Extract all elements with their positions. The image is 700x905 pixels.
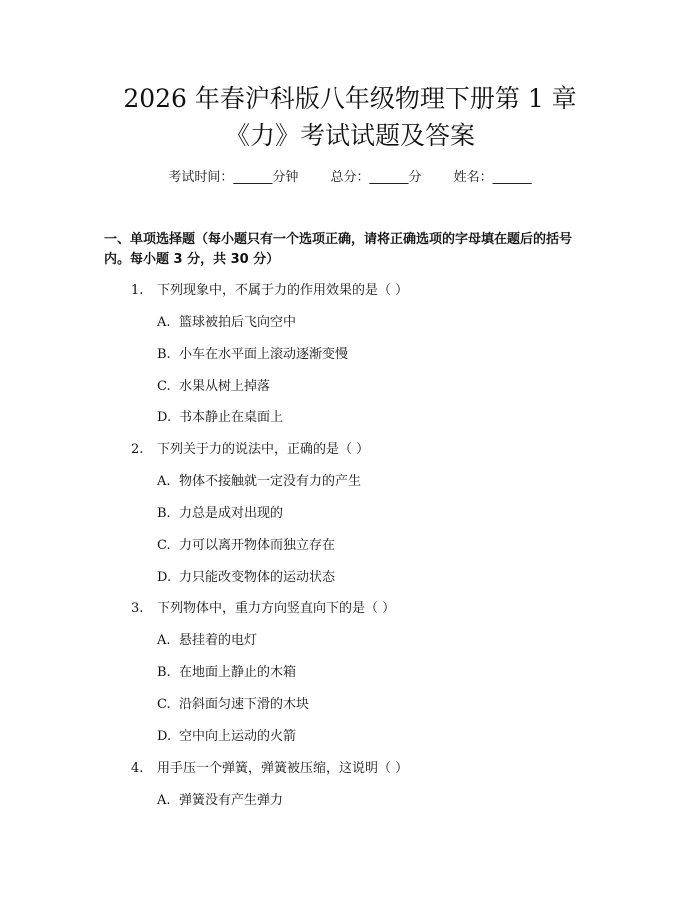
option-letter: C. bbox=[157, 538, 171, 553]
option-text: 篮球被拍后飞向空中 bbox=[179, 315, 297, 330]
option-text: 力只能改变物体的运动状态 bbox=[179, 570, 336, 585]
question-text: 下列现象中，不属于力的作用效果的是（ ） bbox=[157, 283, 409, 298]
question-3-option-d bbox=[157, 728, 296, 746]
option-letter: D. bbox=[157, 729, 172, 744]
question-4 bbox=[131, 760, 408, 778]
question-number: 1. bbox=[131, 283, 144, 298]
question-text: 下列关于力的说法中，正确的是（ ） bbox=[157, 442, 370, 457]
exam-time-field: 考试时间：______分钟 bbox=[168, 170, 299, 185]
option-letter: B. bbox=[157, 347, 171, 362]
question-2-option-c bbox=[157, 537, 335, 555]
question-number: 3. bbox=[131, 601, 144, 616]
question-text: 下列物体中，重力方向竖直向下的是（ ） bbox=[157, 601, 396, 616]
question-2-option-b bbox=[157, 505, 283, 523]
option-text: 悬挂着的电灯 bbox=[179, 633, 258, 648]
option-text: 弹簧没有产生弹力 bbox=[179, 793, 284, 808]
question-number: 2. bbox=[131, 442, 144, 457]
option-letter: B. bbox=[157, 506, 171, 521]
question-text: 用手压一个弹簧，弹簧被压缩，这说明（ ） bbox=[157, 761, 409, 776]
section-heading: 一、单项选择题（每小题只有一个选项正确，请将正确选项的字母填在题后的括号内。每小题 3 分，共 30 分） bbox=[104, 232, 573, 267]
question-3 bbox=[131, 600, 395, 618]
option-letter: A. bbox=[157, 315, 171, 330]
option-letter: A. bbox=[157, 793, 171, 808]
question-2-option-d bbox=[157, 569, 335, 587]
question-3-option-a bbox=[157, 632, 257, 650]
question-2 bbox=[131, 441, 369, 459]
student-name-field: 姓名：______ bbox=[453, 170, 532, 185]
option-text: 空中向上运动的火箭 bbox=[179, 729, 297, 744]
option-letter: D. bbox=[157, 410, 172, 425]
option-letter: A. bbox=[157, 633, 171, 648]
question-4-option-a bbox=[157, 792, 283, 810]
option-text: 物体不接触就一定没有力的产生 bbox=[179, 474, 362, 489]
question-1 bbox=[131, 282, 408, 300]
question-1-option-c bbox=[157, 378, 270, 396]
exam-info-row bbox=[0, 169, 700, 187]
question-3-option-c bbox=[157, 696, 309, 714]
option-text: 力可以离开物体而独立存在 bbox=[179, 538, 336, 553]
option-text: 力总是成对出现的 bbox=[179, 506, 284, 521]
option-letter: D. bbox=[157, 570, 172, 585]
option-text: 小车在水平面上滚动逐渐变慢 bbox=[179, 347, 349, 362]
question-3-option-b bbox=[157, 664, 296, 682]
question-number: 4. bbox=[131, 761, 144, 776]
option-text: 在地面上静止的木箱 bbox=[179, 665, 297, 680]
option-text: 沿斜面匀速下滑的木块 bbox=[179, 697, 310, 712]
document-title-line2: 《力》考试试题及答案 bbox=[224, 121, 475, 150]
option-text: 水果从树上掉落 bbox=[179, 379, 271, 394]
question-1-option-a bbox=[157, 314, 296, 332]
question-1-option-d bbox=[157, 409, 283, 427]
option-letter: C. bbox=[157, 379, 171, 394]
option-text: 书本静止在桌面上 bbox=[179, 410, 284, 425]
question-2-option-a bbox=[157, 473, 361, 491]
option-letter: A. bbox=[157, 474, 171, 489]
question-1-option-b bbox=[157, 346, 348, 364]
document-title-line1: 2026 年春沪科版八年级物理下册第 1 章 bbox=[123, 84, 577, 113]
total-score-field: 总分：______分 bbox=[330, 170, 422, 185]
option-letter: B. bbox=[157, 665, 171, 680]
option-letter: C. bbox=[157, 697, 171, 712]
